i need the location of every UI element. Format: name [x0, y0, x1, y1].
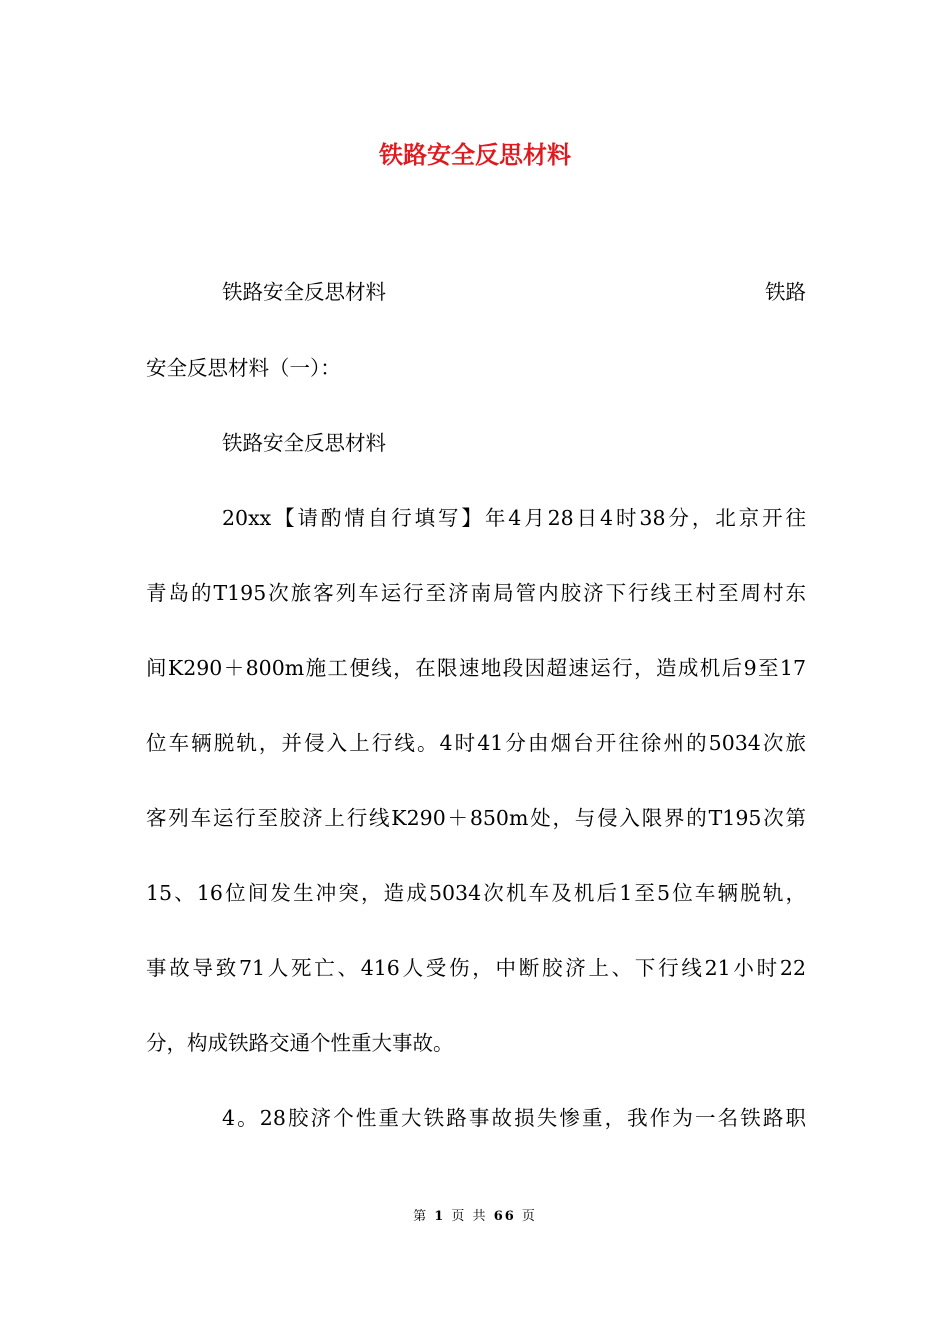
- footer-total-pages: 66: [493, 1209, 516, 1224]
- footer-page-number: 1: [434, 1209, 446, 1224]
- paragraph-line-5: 青岛的T195次旅客列车运行至济南局管内胶济下行线王村至周村东: [146, 581, 806, 605]
- footer-suffix: 页: [521, 1209, 537, 1224]
- subheading-line: 铁路安全反思材料: [222, 431, 386, 455]
- paragraph-line-11: 分，构成铁路交通个性重大事故。: [146, 1031, 454, 1055]
- paragraph-line-10: 事故导致71人死亡、416人受伤，中断胶济上、下行线21小时22: [146, 956, 806, 980]
- paragraph-line-4: 20xx【请酌情自行填写】年4月28日4时38分，北京开往: [222, 506, 806, 530]
- paragraph-line-1: [222, 276, 806, 308]
- paragraph-line-9: 15、16位间发生冲突，造成5034次机车及机后1至5位车辆脱轨，: [146, 881, 806, 905]
- footer-middle: 页 共: [451, 1209, 488, 1224]
- paragraph-line-12: 4。28胶济个性重大铁路事故损失惨重，我作为一名铁路职: [222, 1106, 806, 1130]
- footer-prefix: 第: [413, 1209, 429, 1224]
- paragraph-line-2: 安全反思材料（一）：: [146, 356, 341, 380]
- heading-text: 铁路安全反思材料: [222, 280, 386, 304]
- heading-text-continued: 铁路: [765, 280, 806, 304]
- paragraph-line-7: 位车辆脱轨，并侵入上行线。4时41分由烟台开往徐州的5034次旅: [146, 731, 806, 755]
- paragraph-line-6: 间K290＋800m施工便线，在限速地段因超速运行，造成机后9至17: [146, 656, 806, 680]
- page-footer: [0, 1208, 950, 1226]
- document-title: 铁路安全反思材料: [379, 140, 571, 169]
- paragraph-line-8: 客列车运行至胶济上行线K290＋850m处，与侵入限界的T195次第: [146, 806, 806, 830]
